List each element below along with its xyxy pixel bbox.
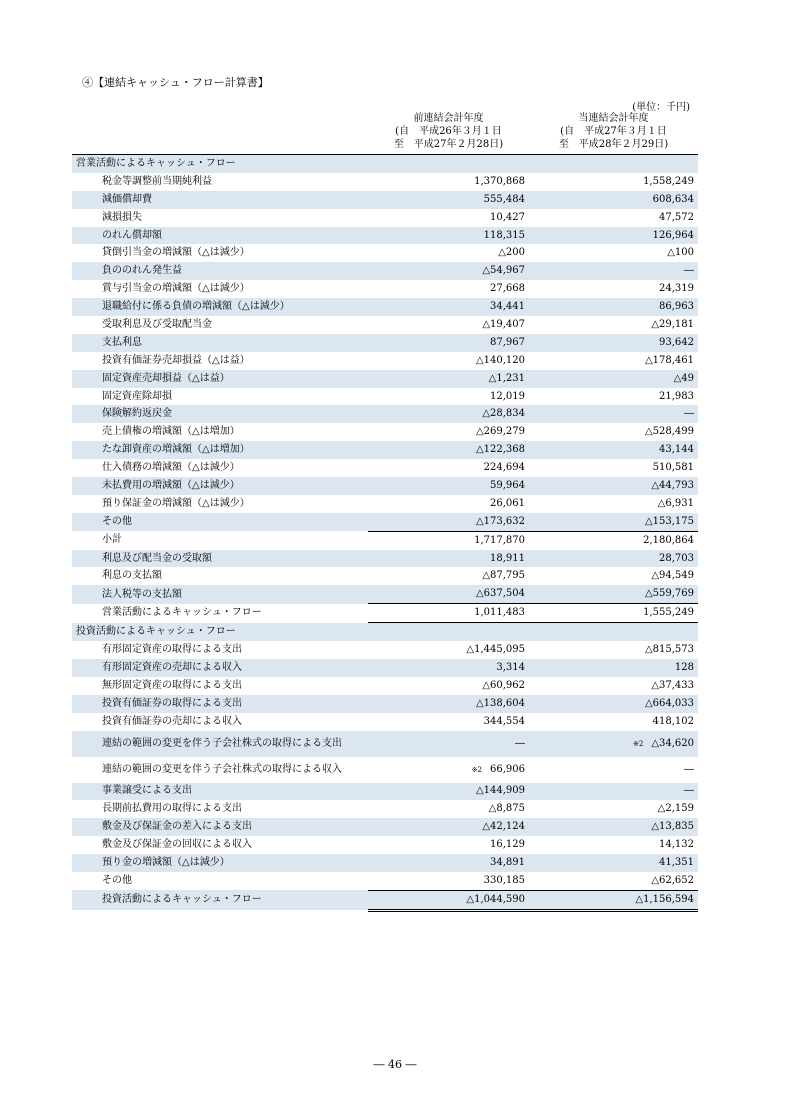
prev-value: △60,962 xyxy=(482,679,525,691)
table-header-row xyxy=(72,110,698,155)
row-label: 売上債権の増減額（△は増加） xyxy=(102,426,240,438)
prev-value: 26,061 xyxy=(490,497,525,509)
cur-value: 1,558,249 xyxy=(643,175,694,187)
cur-value: △34,620 xyxy=(651,737,694,749)
table-row xyxy=(72,370,698,388)
table-row xyxy=(72,262,698,280)
table-row xyxy=(72,872,698,890)
total-row-investing xyxy=(72,890,698,910)
row-label: 固定資産除却損 xyxy=(102,390,172,402)
table-row xyxy=(72,280,698,298)
row-label: 無形固定資産の取得による支出 xyxy=(102,679,242,691)
cur-value: △13,835 xyxy=(529,818,698,836)
table-row xyxy=(72,227,698,245)
prev-value: △8,875 xyxy=(488,803,525,815)
cur-value: 41,351 xyxy=(529,854,698,872)
cur-value: 24,319 xyxy=(659,283,694,295)
cur-value: 14,132 xyxy=(659,839,694,851)
header-cur-period xyxy=(529,110,698,155)
cur-value: 126,964 xyxy=(529,227,698,245)
row-label: のれん償却額 xyxy=(72,227,368,245)
prev-value xyxy=(368,155,529,173)
table-row xyxy=(72,459,698,477)
cur-value: ― xyxy=(529,262,698,280)
cur-value: △153,175 xyxy=(529,513,698,531)
table-row xyxy=(72,388,698,406)
row-label: 投資活動によるキャッシュ・フロー xyxy=(72,623,368,641)
cur-value: 43,144 xyxy=(529,441,698,459)
table-row xyxy=(72,334,698,352)
row-label: たな卸資産の増減額（△は増加） xyxy=(72,441,368,459)
prev-value: 1,717,870 xyxy=(474,534,525,546)
table-row xyxy=(72,477,698,495)
row-label: 預り金の増減額（△は減少） xyxy=(72,854,368,872)
prev-value: △637,504 xyxy=(368,585,529,603)
row-label: 貸倒引当金の増減額（△は減少） xyxy=(102,247,250,259)
table-row xyxy=(72,585,698,603)
table-row xyxy=(72,209,698,227)
cur-value: 510,581 xyxy=(652,462,694,474)
table-row xyxy=(72,757,698,783)
cur-value: △62,652 xyxy=(529,872,698,890)
row-label: 減損損失 xyxy=(102,211,142,223)
prev-value: 12,019 xyxy=(490,390,525,402)
prev-value: 27,668 xyxy=(490,283,525,295)
cur-value: ― xyxy=(684,763,694,775)
header-cur-line: 至 平成28年２月29日) xyxy=(558,139,669,150)
table-row xyxy=(72,495,698,513)
row-label: 退職給付に係る負債の増減額（△は減少） xyxy=(72,298,368,316)
prev-value: 344,554 xyxy=(483,715,525,727)
prev-value: 59,964 xyxy=(368,477,529,495)
prev-value: △122,368 xyxy=(368,441,529,459)
table-row xyxy=(72,244,698,262)
cur-value: △528,499 xyxy=(644,426,694,438)
cur-value: △815,573 xyxy=(644,643,694,655)
row-label: 法人税等の支払額 xyxy=(72,585,368,603)
page-number: ― 46 ― xyxy=(373,1058,417,1071)
cur-value: △29,181 xyxy=(651,318,694,330)
cur-value: △94,549 xyxy=(651,570,694,582)
cur-value: △559,769 xyxy=(529,585,698,603)
prev-value: △144,909 xyxy=(368,783,529,801)
total-row-operating xyxy=(72,604,698,623)
row-label: 預り保証金の増減額（△は減少） xyxy=(102,497,250,509)
row-label: 利息及び配当金の受取額 xyxy=(72,550,368,568)
row-label: 支払利息 xyxy=(72,334,368,352)
table-row xyxy=(72,854,698,872)
header-prev-line: 至 平成27年２月28日) xyxy=(393,139,504,150)
header-prev-line: (自 平成26年３月１日 xyxy=(395,126,502,137)
cur-value: 608,634 xyxy=(529,191,698,209)
prev-value: △269,279 xyxy=(475,426,525,438)
row-label: 賞与引当金の増減額（△は減少） xyxy=(102,283,250,295)
prev-value: 330,185 xyxy=(368,872,529,890)
subtotal-row xyxy=(72,531,698,549)
row-label: 連結の範囲の変更を伴う子会社株式の取得による収入 xyxy=(102,763,342,775)
prev-value: △54,967 xyxy=(368,262,529,280)
prev-value: △28,834 xyxy=(368,405,529,423)
table-row xyxy=(72,695,698,713)
prev-value: 87,967 xyxy=(368,334,529,352)
statement-title: ④【連結キャッシュ・フロー計算書】 xyxy=(82,76,269,89)
header-label-cell xyxy=(72,110,368,155)
row-label: 投資有価証券売却損益（△は益） xyxy=(102,354,250,366)
row-label: 固定資産売却損益（△は益） xyxy=(72,370,368,388)
cur-value: 128 xyxy=(529,659,698,677)
row-label: 敷金及び保証金の差入による支出 xyxy=(72,818,368,836)
row-label: 税金等調整前当期純利益 xyxy=(102,175,212,187)
row-label: 利息の支払額 xyxy=(102,570,162,582)
prev-value: △1,445,095 xyxy=(466,643,525,655)
table-row xyxy=(72,550,698,568)
row-label: 未払費用の増減額（△は減少） xyxy=(72,477,368,495)
cur-value: △664,033 xyxy=(529,695,698,713)
prev-value: △200 xyxy=(498,247,525,259)
table-row xyxy=(72,441,698,459)
row-label: その他 xyxy=(72,513,368,531)
prev-value: 224,694 xyxy=(483,462,525,474)
row-label: 有形固定資産の売却による収入 xyxy=(72,659,368,677)
prev-value: △173,632 xyxy=(368,513,529,531)
header-prev-line: 前連結会計年度 xyxy=(413,113,484,124)
prev-value: △87,795 xyxy=(482,570,525,582)
table-row xyxy=(72,641,698,659)
row-label: 仕入債務の増減額（△は減少） xyxy=(102,462,240,474)
prev-value xyxy=(368,623,529,641)
row-label: 営業活動によるキャッシュ・フロー xyxy=(102,607,262,619)
prev-value: △1,231 xyxy=(368,370,529,388)
row-label: 営業活動によるキャッシュ・フロー xyxy=(72,155,368,173)
row-label: 小計 xyxy=(102,534,122,546)
prev-value: 1,370,868 xyxy=(474,175,525,187)
table-row xyxy=(72,783,698,801)
row-label: 長期前払費用の取得による支出 xyxy=(102,803,242,815)
prev-value: 10,427 xyxy=(490,211,525,223)
prev-value: △42,124 xyxy=(368,818,529,836)
cash-flow-table xyxy=(72,110,698,912)
table-row xyxy=(72,405,698,423)
prev-value-cell xyxy=(368,757,529,783)
header-cur-line: 当連結会計年度 xyxy=(578,113,649,124)
cur-value xyxy=(529,623,698,641)
cur-value: 21,983 xyxy=(659,390,694,402)
row-label: 保険解約返戻金 xyxy=(72,405,368,423)
footnote-marker: ※2 xyxy=(471,765,482,774)
cur-value: △100 xyxy=(667,247,694,259)
prev-value: △138,604 xyxy=(368,695,529,713)
cur-value: △2,159 xyxy=(657,803,694,815)
table-row xyxy=(72,800,698,818)
cur-value: 47,572 xyxy=(659,211,694,223)
prev-value: 3,314 xyxy=(368,659,529,677)
cur-value: 2,180,864 xyxy=(643,534,694,546)
table-row xyxy=(72,423,698,441)
row-label: 減価償却費 xyxy=(72,191,368,209)
prev-value: 555,484 xyxy=(368,191,529,209)
prev-value: 18,911 xyxy=(368,550,529,568)
prev-value: 34,891 xyxy=(368,854,529,872)
table-row xyxy=(72,316,698,334)
table-row xyxy=(72,713,698,731)
row-label: 連結の範囲の変更を伴う子会社株式の取得による支出 xyxy=(72,731,368,757)
row-label: 投資有価証券の取得による支出 xyxy=(72,695,368,713)
cur-value: 28,703 xyxy=(529,550,698,568)
unit-label: (単位：千円) xyxy=(632,102,690,113)
cur-value: ― xyxy=(529,405,698,423)
cur-value: 93,642 xyxy=(529,334,698,352)
section-row-investing xyxy=(72,623,698,641)
prev-value: 118,315 xyxy=(368,227,529,245)
row-label: 敷金及び保証金の回収による収入 xyxy=(102,839,252,851)
table-row xyxy=(72,659,698,677)
table-row xyxy=(72,352,698,370)
prev-value: △19,407 xyxy=(482,318,525,330)
cur-value: 86,963 xyxy=(529,298,698,316)
prev-value: 66,906 xyxy=(490,763,525,775)
cur-value: △6,931 xyxy=(657,497,694,509)
table-row xyxy=(72,191,698,209)
row-label: 有形固定資産の取得による支出 xyxy=(102,643,242,655)
prev-value: △140,120 xyxy=(475,354,525,366)
cur-value: ― xyxy=(529,783,698,801)
cur-value: △178,461 xyxy=(644,354,694,366)
prev-value: 16,129 xyxy=(490,839,525,851)
footnote-marker: ※2 xyxy=(632,739,644,748)
section-row-operating xyxy=(72,155,698,173)
table-row xyxy=(72,818,698,836)
table-row xyxy=(72,836,698,854)
table-row xyxy=(72,298,698,316)
cur-value-cell xyxy=(529,731,698,757)
table-row xyxy=(72,173,698,191)
table-row xyxy=(72,513,698,531)
row-label: 受取利息及び受取配当金 xyxy=(102,318,212,330)
prev-value: 34,441 xyxy=(368,298,529,316)
row-label: 事業譲受による支出 xyxy=(72,783,368,801)
cur-value: △37,433 xyxy=(651,679,694,691)
row-label: 投資活動によるキャッシュ・フロー xyxy=(72,890,368,910)
table-row xyxy=(72,731,698,757)
cur-value xyxy=(529,155,698,173)
table-row xyxy=(72,677,698,695)
header-cur-line: (自 平成27年３月１日 xyxy=(560,126,667,137)
prev-value: ― xyxy=(368,731,529,757)
cur-value: △44,793 xyxy=(529,477,698,495)
cur-value: △49 xyxy=(529,370,698,388)
header-prev-period xyxy=(368,110,529,155)
prev-value: △1,044,590 xyxy=(368,890,529,910)
row-label: 投資有価証券の売却による収入 xyxy=(102,715,242,727)
cur-value: △1,156,594 xyxy=(529,890,698,910)
cur-value: 418,102 xyxy=(652,715,694,727)
table-row xyxy=(72,567,698,585)
row-label: 負ののれん発生益 xyxy=(72,262,368,280)
row-label: その他 xyxy=(102,875,132,887)
prev-value: 1,011,483 xyxy=(474,607,525,619)
cur-value: 1,555,249 xyxy=(643,607,694,619)
